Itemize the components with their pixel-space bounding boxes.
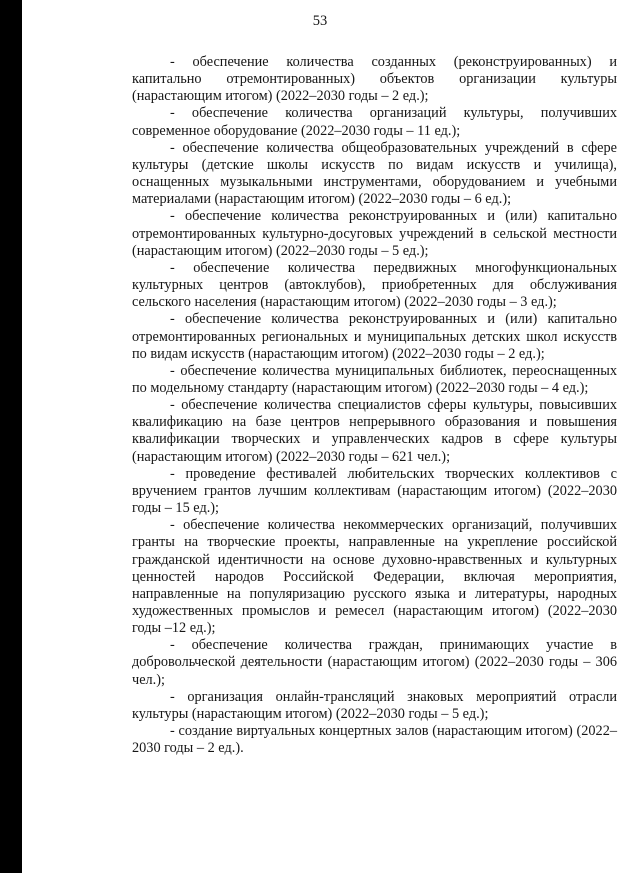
list-item: - обеспечение количества муниципальных библиотек, переоснащенных по модельному стандарту (нарастающим итогом) (2022–2030 годы – 4 ед.); (132, 362, 617, 396)
scan-edge (0, 0, 22, 873)
list-item: - обеспечение количества граждан, принимающих участие в добровольческой деятельности (нарастающим итогом) (2022–2030 годы – 306 чел.); (132, 637, 617, 688)
list-item: - проведение фестивалей любительских творческих коллективов с вручением грантов лучшим коллективам (нарастающим итогом) (2022–2030 годы – 15 ед.); (132, 465, 617, 517)
document-body (132, 54, 617, 757)
list-item: - создание виртуальных концертных залов (нарастающим итогом) (2022–2030 годы – 2 ед.). (132, 723, 617, 757)
list-item: - обеспечение количества реконструированных и (или) капитально отремонтированных культурно-досуговых учреждений в сельской местности (нарастающим итогом) (2022–2030 годы – 5 ед.); (132, 208, 617, 259)
list-item: - обеспечение количества некоммерческих организаций, получивших гранты на творческие проекты, направленные на укрепление российской гражданской идентичности на основе духовно-нравственных и культурных ценностей народов Российской Федерации, включая мероприятия, направленные на популяризацию русского языка и литературы, народных художественных промыслов и ремесел (нарастающим итогом) (2022–2030 годы –12 ед.); (132, 517, 617, 637)
list-item: - обеспечение количества передвижных многофункциональных культурных центров (автоклубов), приобретенных для обслуживания сельского населения (нарастающим итогом) (2022–2030 годы – 3 ед.); (132, 259, 617, 311)
list-item: - обеспечение количества реконструированных и (или) капитально отремонтированных региональных и муниципальных детских школ искусств по видам искусств (нарастающим итогом) (2022–2030 годы – 2 ед.); (132, 311, 617, 362)
list-item: - обеспечение количества организаций культуры, получивших современное оборудование (2022–2030 годы – 11 ед.); (132, 105, 617, 139)
page-number: 53 (312, 13, 328, 29)
list-item: - обеспечение количества специалистов сферы культуры, повысивших квалификацию на базе центров непрерывного образования и повышения квалификации творческих и управленческих кадров в сфере культуры (нарастающим итогом) (2022–2030 годы – 621 чел.); (132, 397, 617, 465)
list-item: - обеспечение количества общеобразовательных учреждений в сфере культуры (детские школы искусств по видам искусств и училища), оснащенных музыкальными инструментами, оборудованием и учебными материалами (нарастающим итогом) (2022–2030 годы – 6 ед.); (132, 139, 617, 208)
list-item: - обеспечение количества созданных (реконструированных) и капитально отремонтированных) объектов организации культуры (нарастающим итогом) (2022–2030 годы – 2 ед.); (132, 54, 617, 105)
list-item: - организация онлайн-трансляций знаковых мероприятий отрасли культуры (нарастающим итогом) (2022–2030 годы – 5 ед.); (132, 688, 617, 722)
